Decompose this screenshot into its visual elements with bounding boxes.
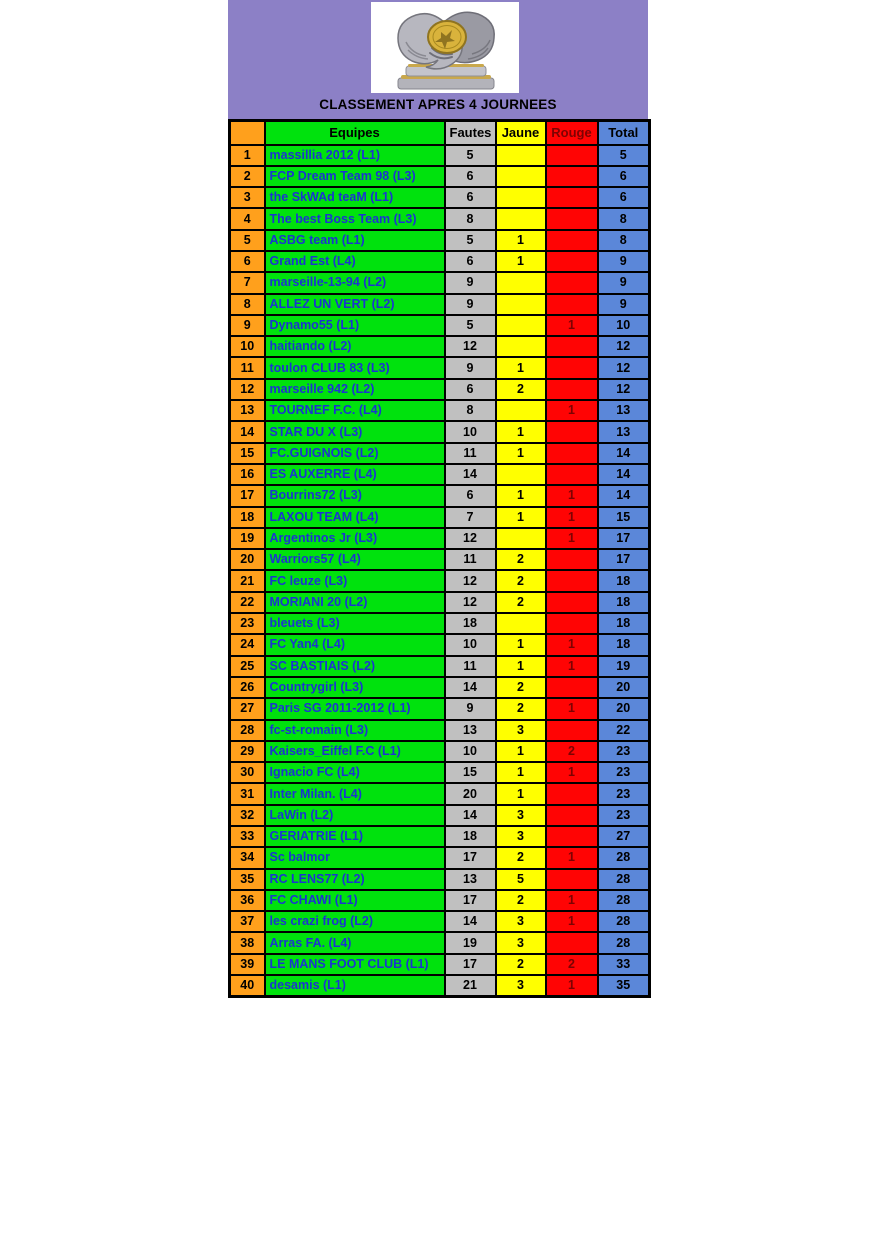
jaune-cell: 2	[496, 847, 546, 868]
rank-cell: 22	[230, 592, 265, 613]
jaune-cell: 3	[496, 932, 546, 953]
fautes-cell: 13	[445, 869, 496, 890]
jaune-cell: 1	[496, 443, 546, 464]
total-cell: 22	[598, 720, 650, 741]
fautes-cell: 17	[445, 890, 496, 911]
table-row	[230, 847, 650, 868]
team-cell: TOURNEF F.C. (L4)	[265, 400, 445, 421]
rouge-cell	[546, 230, 598, 251]
jaune-cell: 2	[496, 592, 546, 613]
table-row	[230, 634, 650, 655]
rank-cell: 3	[230, 187, 265, 208]
table-row	[230, 783, 650, 804]
rank-cell: 21	[230, 570, 265, 591]
total-cell: 15	[598, 507, 650, 528]
total-cell: 10	[598, 315, 650, 336]
page-title: CLASSEMENT APRES 4 JOURNEES	[319, 97, 557, 112]
table-row	[230, 549, 650, 570]
fautes-cell: 6	[445, 166, 496, 187]
jaune-column-header: Jaune	[496, 121, 546, 145]
table-row	[230, 570, 650, 591]
fautes-cell: 18	[445, 613, 496, 634]
team-cell: Ignacio FC (L4)	[265, 762, 445, 783]
jaune-cell: 2	[496, 954, 546, 975]
team-cell: LAXOU TEAM (L4)	[265, 507, 445, 528]
fautes-cell: 11	[445, 656, 496, 677]
rank-cell: 40	[230, 975, 265, 997]
fautes-cell: 11	[445, 443, 496, 464]
rank-cell: 12	[230, 379, 265, 400]
rouge-cell	[546, 869, 598, 890]
table-row	[230, 975, 650, 997]
jaune-cell	[496, 528, 546, 549]
rank-cell: 10	[230, 336, 265, 357]
team-cell: FCP Dream Team 98 (L3)	[265, 166, 445, 187]
total-cell: 27	[598, 826, 650, 847]
fautes-cell: 8	[445, 400, 496, 421]
team-cell: LE MANS FOOT CLUB (L1)	[265, 954, 445, 975]
rank-cell: 15	[230, 443, 265, 464]
rank-cell: 7	[230, 272, 265, 293]
rank-cell: 30	[230, 762, 265, 783]
total-cell: 20	[598, 698, 650, 719]
equipes-column-header: Equipes	[265, 121, 445, 145]
total-cell: 14	[598, 443, 650, 464]
team-cell: marseille 942 (L2)	[265, 379, 445, 400]
rank-cell: 38	[230, 932, 265, 953]
jaune-cell: 1	[496, 485, 546, 506]
fairplay-ranking-table	[228, 119, 651, 998]
total-cell: 14	[598, 464, 650, 485]
rank-cell: 1	[230, 145, 265, 166]
fautes-cell: 5	[445, 145, 496, 166]
rouge-cell: 1	[546, 890, 598, 911]
rouge-cell: 1	[546, 847, 598, 868]
team-cell: STAR DU X (L3)	[265, 421, 445, 442]
table-row	[230, 166, 650, 187]
table-row	[230, 677, 650, 698]
jaune-cell: 1	[496, 762, 546, 783]
fautes-cell: 6	[445, 187, 496, 208]
total-column-header: Total	[598, 121, 650, 145]
rank-cell: 17	[230, 485, 265, 506]
total-cell: 12	[598, 379, 650, 400]
rouge-cell: 1	[546, 911, 598, 932]
jaune-cell	[496, 187, 546, 208]
total-cell: 13	[598, 421, 650, 442]
team-cell: LaWin (L2)	[265, 805, 445, 826]
team-cell: Kaisers_Eiffel F.C (L1)	[265, 741, 445, 762]
classement-sheet	[228, 0, 648, 998]
rank-cell: 5	[230, 230, 265, 251]
fautes-cell: 19	[445, 932, 496, 953]
jaune-cell: 1	[496, 357, 546, 378]
jaune-cell	[496, 336, 546, 357]
table-row	[230, 805, 650, 826]
jaune-cell: 2	[496, 379, 546, 400]
rouge-cell: 1	[546, 315, 598, 336]
total-cell: 18	[598, 634, 650, 655]
table-row	[230, 720, 650, 741]
team-cell: Paris SG 2011-2012 (L1)	[265, 698, 445, 719]
team-cell: SC BASTIAIS (L2)	[265, 656, 445, 677]
total-cell: 28	[598, 847, 650, 868]
rouge-cell	[546, 336, 598, 357]
fautes-cell: 17	[445, 954, 496, 975]
table-row	[230, 826, 650, 847]
rank-cell: 16	[230, 464, 265, 485]
team-cell: Countrygirl (L3)	[265, 677, 445, 698]
rouge-cell	[546, 421, 598, 442]
fautes-cell: 14	[445, 805, 496, 826]
total-cell: 6	[598, 187, 650, 208]
fautes-cell: 9	[445, 357, 496, 378]
table-row	[230, 485, 650, 506]
total-cell: 8	[598, 208, 650, 229]
rouge-cell	[546, 549, 598, 570]
table-row	[230, 145, 650, 166]
rouge-cell	[546, 720, 598, 741]
table-row	[230, 741, 650, 762]
team-cell: ALLEZ UN VERT (L2)	[265, 294, 445, 315]
table-row	[230, 443, 650, 464]
rouge-cell	[546, 272, 598, 293]
total-cell: 5	[598, 145, 650, 166]
table-row	[230, 294, 650, 315]
total-cell: 13	[598, 400, 650, 421]
total-cell: 18	[598, 570, 650, 591]
rouge-cell	[546, 570, 598, 591]
total-cell: 12	[598, 336, 650, 357]
rouge-cell	[546, 805, 598, 826]
rouge-cell: 1	[546, 634, 598, 655]
rank-cell: 29	[230, 741, 265, 762]
team-cell: MORIANI 20 (L2)	[265, 592, 445, 613]
total-cell: 14	[598, 485, 650, 506]
rouge-cell	[546, 932, 598, 953]
table-row	[230, 890, 650, 911]
jaune-cell: 3	[496, 911, 546, 932]
team-cell: Argentinos Jr (L3)	[265, 528, 445, 549]
rank-cell: 11	[230, 357, 265, 378]
rouge-cell	[546, 145, 598, 166]
rouge-cell	[546, 464, 598, 485]
rank-cell: 27	[230, 698, 265, 719]
rank-cell: 19	[230, 528, 265, 549]
total-cell: 17	[598, 549, 650, 570]
team-cell: Arras FA. (L4)	[265, 932, 445, 953]
rouge-cell: 1	[546, 507, 598, 528]
table-row	[230, 272, 650, 293]
total-cell: 33	[598, 954, 650, 975]
jaune-cell	[496, 315, 546, 336]
table-row	[230, 507, 650, 528]
fautes-cell: 13	[445, 720, 496, 741]
rouge-cell: 2	[546, 954, 598, 975]
rouge-cell	[546, 187, 598, 208]
banner	[228, 0, 648, 119]
fautes-cell: 11	[445, 549, 496, 570]
table-row	[230, 379, 650, 400]
table-row	[230, 400, 650, 421]
rouge-cell	[546, 208, 598, 229]
table-row	[230, 251, 650, 272]
fautes-cell: 20	[445, 783, 496, 804]
team-cell: Dynamo55 (L1)	[265, 315, 445, 336]
total-cell: 35	[598, 975, 650, 997]
table-row	[230, 932, 650, 953]
rank-cell: 6	[230, 251, 265, 272]
total-cell: 23	[598, 783, 650, 804]
rouge-cell	[546, 592, 598, 613]
total-cell: 20	[598, 677, 650, 698]
table-row	[230, 592, 650, 613]
fautes-cell: 17	[445, 847, 496, 868]
fautes-cell: 6	[445, 485, 496, 506]
table-row	[230, 230, 650, 251]
table-row	[230, 698, 650, 719]
rank-cell: 32	[230, 805, 265, 826]
jaune-cell: 2	[496, 549, 546, 570]
team-cell: ASBG team (L1)	[265, 230, 445, 251]
rouge-cell: 2	[546, 741, 598, 762]
total-cell: 9	[598, 272, 650, 293]
rank-cell: 4	[230, 208, 265, 229]
jaune-cell	[496, 464, 546, 485]
table-row	[230, 208, 650, 229]
total-cell: 18	[598, 592, 650, 613]
rouge-cell	[546, 379, 598, 400]
team-cell: RC LENS77 (L2)	[265, 869, 445, 890]
rouge-cell: 1	[546, 656, 598, 677]
team-cell: Warriors57 (L4)	[265, 549, 445, 570]
fautes-cell: 9	[445, 294, 496, 315]
jaune-cell: 2	[496, 677, 546, 698]
jaune-cell: 2	[496, 570, 546, 591]
team-cell: Bourrins72 (L3)	[265, 485, 445, 506]
rank-cell: 2	[230, 166, 265, 187]
jaune-cell	[496, 400, 546, 421]
team-cell: massillia 2012 (L1)	[265, 145, 445, 166]
total-cell: 28	[598, 932, 650, 953]
fautes-cell: 14	[445, 911, 496, 932]
rouge-cell	[546, 443, 598, 464]
fautes-cell: 5	[445, 315, 496, 336]
total-cell: 19	[598, 656, 650, 677]
rank-cell: 35	[230, 869, 265, 890]
rank-cell: 14	[230, 421, 265, 442]
fautes-cell: 6	[445, 251, 496, 272]
rouge-cell	[546, 251, 598, 272]
fautes-cell: 7	[445, 507, 496, 528]
rank-cell: 26	[230, 677, 265, 698]
jaune-cell	[496, 294, 546, 315]
rank-cell: 31	[230, 783, 265, 804]
total-cell: 17	[598, 528, 650, 549]
fautes-cell: 18	[445, 826, 496, 847]
rank-cell: 8	[230, 294, 265, 315]
jaune-cell: 3	[496, 975, 546, 997]
rouge-cell	[546, 357, 598, 378]
fautes-cell: 12	[445, 528, 496, 549]
rank-cell: 28	[230, 720, 265, 741]
team-cell: desamis (L1)	[265, 975, 445, 997]
rouge-cell: 1	[546, 762, 598, 783]
fautes-cell: 5	[445, 230, 496, 251]
team-cell: FC leuze (L3)	[265, 570, 445, 591]
rouge-cell	[546, 783, 598, 804]
fautes-cell: 21	[445, 975, 496, 997]
table-row	[230, 869, 650, 890]
rouge-cell: 1	[546, 528, 598, 549]
table-row	[230, 464, 650, 485]
jaune-cell	[496, 613, 546, 634]
jaune-cell: 1	[496, 230, 546, 251]
table-row	[230, 911, 650, 932]
jaune-cell: 2	[496, 698, 546, 719]
table-row	[230, 613, 650, 634]
total-cell: 23	[598, 762, 650, 783]
team-cell: GERIATRIE (L1)	[265, 826, 445, 847]
team-cell: the SkWAd teaM (L1)	[265, 187, 445, 208]
team-cell: ES AUXERRE (L4)	[265, 464, 445, 485]
fautes-column-header: Fautes	[445, 121, 496, 145]
fautes-cell: 14	[445, 464, 496, 485]
total-cell: 28	[598, 911, 650, 932]
jaune-cell: 1	[496, 656, 546, 677]
total-cell: 9	[598, 294, 650, 315]
rank-cell: 36	[230, 890, 265, 911]
team-cell: FC.GUIGNOIS (L2)	[265, 443, 445, 464]
jaune-cell: 3	[496, 805, 546, 826]
rank-cell: 39	[230, 954, 265, 975]
rank-cell: 20	[230, 549, 265, 570]
rank-cell: 33	[230, 826, 265, 847]
table-header-row	[230, 121, 650, 145]
fautes-cell: 9	[445, 272, 496, 293]
table-row	[230, 187, 650, 208]
table-row	[230, 421, 650, 442]
rouge-cell	[546, 677, 598, 698]
rank-cell: 24	[230, 634, 265, 655]
fautes-cell: 15	[445, 762, 496, 783]
jaune-cell	[496, 272, 546, 293]
rouge-cell	[546, 613, 598, 634]
jaune-cell	[496, 166, 546, 187]
rank-column-header	[230, 121, 265, 145]
jaune-cell: 1	[496, 741, 546, 762]
jaune-cell: 2	[496, 890, 546, 911]
trophy-image	[371, 2, 519, 93]
table-row	[230, 528, 650, 549]
total-cell: 6	[598, 166, 650, 187]
rouge-cell	[546, 166, 598, 187]
jaune-cell: 3	[496, 826, 546, 847]
jaune-cell: 3	[496, 720, 546, 741]
table-row	[230, 762, 650, 783]
total-cell: 12	[598, 357, 650, 378]
rouge-cell	[546, 294, 598, 315]
team-cell: les crazi frog (L2)	[265, 911, 445, 932]
fautes-cell: 14	[445, 677, 496, 698]
rouge-column-header: Rouge	[546, 121, 598, 145]
total-cell: 28	[598, 869, 650, 890]
team-cell: bleuets (L3)	[265, 613, 445, 634]
jaune-cell: 1	[496, 634, 546, 655]
team-cell: The best Boss Team (L3)	[265, 208, 445, 229]
fautes-cell: 12	[445, 570, 496, 591]
rouge-cell: 1	[546, 485, 598, 506]
rouge-cell	[546, 826, 598, 847]
table-row	[230, 656, 650, 677]
rank-cell: 23	[230, 613, 265, 634]
fautes-cell: 10	[445, 421, 496, 442]
rank-cell: 34	[230, 847, 265, 868]
fautes-cell: 12	[445, 592, 496, 613]
jaune-cell: 1	[496, 251, 546, 272]
rouge-cell: 1	[546, 400, 598, 421]
table-row	[230, 336, 650, 357]
fautes-cell: 8	[445, 208, 496, 229]
total-cell: 18	[598, 613, 650, 634]
team-cell: Inter Milan. (L4)	[265, 783, 445, 804]
table-row	[230, 954, 650, 975]
total-cell: 23	[598, 741, 650, 762]
rouge-cell: 1	[546, 975, 598, 997]
table-row	[230, 315, 650, 336]
team-cell: Sc balmor	[265, 847, 445, 868]
total-cell: 9	[598, 251, 650, 272]
team-cell: haitiando (L2)	[265, 336, 445, 357]
jaune-cell	[496, 145, 546, 166]
jaune-cell: 1	[496, 421, 546, 442]
total-cell: 28	[598, 890, 650, 911]
rank-cell: 25	[230, 656, 265, 677]
jaune-cell: 1	[496, 507, 546, 528]
total-cell: 23	[598, 805, 650, 826]
rank-cell: 13	[230, 400, 265, 421]
rank-cell: 18	[230, 507, 265, 528]
fautes-cell: 10	[445, 634, 496, 655]
rank-cell: 9	[230, 315, 265, 336]
rank-cell: 37	[230, 911, 265, 932]
total-cell: 8	[598, 230, 650, 251]
fautes-cell: 9	[445, 698, 496, 719]
jaune-cell	[496, 208, 546, 229]
team-cell: FC Yan4 (L4)	[265, 634, 445, 655]
team-cell: fc-st-romain (L3)	[265, 720, 445, 741]
rouge-cell: 1	[546, 698, 598, 719]
handshake-trophy-icon	[374, 4, 516, 92]
fautes-cell: 6	[445, 379, 496, 400]
team-cell: FC CHAWI (L1)	[265, 890, 445, 911]
team-cell: toulon CLUB 83 (L3)	[265, 357, 445, 378]
jaune-cell: 1	[496, 783, 546, 804]
fautes-cell: 10	[445, 741, 496, 762]
team-cell: marseille-13-94 (L2)	[265, 272, 445, 293]
jaune-cell: 5	[496, 869, 546, 890]
table-row	[230, 357, 650, 378]
team-cell: Grand Est (L4)	[265, 251, 445, 272]
fautes-cell: 12	[445, 336, 496, 357]
